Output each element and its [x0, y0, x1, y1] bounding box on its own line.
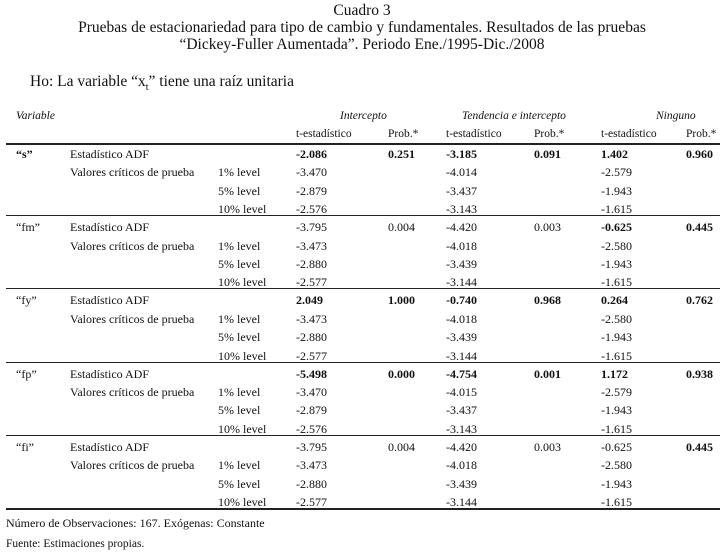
adf-value-t3: 1.402 [601, 147, 628, 161]
critical-values-label: Valores críticos de prueba [70, 385, 195, 399]
critical-value-tendencia: -3.439 [446, 257, 477, 271]
level-label: 1% level [218, 385, 261, 399]
critical-value-intercepto: -2.577 [296, 348, 327, 363]
critical-value-tendencia: -3.143 [446, 202, 477, 217]
level-label: 1% level [218, 238, 261, 253]
adf-value-p3: 0.445 [686, 439, 713, 454]
critical-value-tendencia: -4.018 [446, 458, 477, 473]
level-label: 5% level [218, 403, 261, 418]
variable-name: “fm” [16, 220, 40, 235]
group-divider [6, 288, 720, 289]
critical-value-intercepto: -2.880 [296, 476, 327, 491]
critical-value-intercepto: -2.880 [296, 330, 327, 345]
critical-value-intercepto: -3.470 [296, 165, 327, 180]
level-label: 1% level [218, 458, 261, 473]
adf-value-p1: 0.000 [388, 366, 415, 381]
critical-value-ninguno: -2.579 [601, 165, 632, 180]
adf-value-p3: 0.938 [686, 366, 713, 381]
critical-values-label: Valores críticos de prueba [70, 458, 195, 473]
adf-value-p2: 0.003 [534, 220, 561, 235]
critical-value-intercepto: -2.880 [296, 257, 327, 271]
level-label: 10% level [218, 275, 267, 290]
title-line-3: “Dickey-Fuller Aumentada”. Periodo Ene./1995-Dic./2008 [179, 36, 545, 53]
critical-value-intercepto: -2.879 [296, 403, 327, 418]
critical-values-label: Valores críticos de prueba [70, 238, 195, 253]
hypothesis-subscript: t [145, 82, 149, 94]
adf-value-p3: 0.762 [686, 293, 713, 308]
header-t-stat-2: t-estadístico [446, 128, 502, 140]
critical-value-ninguno: -1.943 [601, 330, 632, 345]
adf-value-t3: 0.264 [601, 293, 628, 308]
critical-value-tendencia: -4.015 [446, 385, 477, 399]
footnote-observations: Número de Observaciones: 167. Exógenas: Constante [6, 516, 265, 530]
header-intercepto: Intercepto [340, 110, 387, 122]
adf-value-p3: 0.445 [686, 220, 713, 235]
adf-value-t2: -4.420 [446, 220, 477, 235]
adf-value-p2: 0.968 [534, 293, 561, 308]
adf-value-t3: -0.625 [601, 439, 632, 454]
critical-values-label: Valores críticos de prueba [70, 311, 195, 326]
critical-value-intercepto: -3.473 [296, 458, 327, 473]
hypothesis-prefix: Ho: La variable “x [30, 73, 146, 90]
critical-value-tendencia: -4.018 [446, 311, 477, 326]
critical-value-intercepto: -2.879 [296, 183, 327, 198]
critical-value-tendencia: -3.143 [446, 421, 477, 436]
adf-value-p3: 0.960 [686, 147, 713, 161]
adf-value-p1: 0.004 [388, 220, 415, 235]
adf-value-p2: 0.001 [534, 366, 561, 381]
adf-value-p1: 0.004 [388, 439, 415, 454]
variable-name: “fi” [16, 439, 34, 454]
adf-label: Estadístico ADF [70, 220, 150, 235]
critical-value-ninguno: -1.615 [601, 348, 632, 363]
critical-value-intercepto: -2.576 [296, 202, 327, 217]
adf-label: Estadístico ADF [70, 366, 150, 381]
header-variable: Variable [16, 110, 55, 122]
adf-value-t1: -2.086 [296, 147, 327, 161]
level-label: 10% level [218, 348, 267, 363]
null-hypothesis [30, 73, 294, 93]
variable-name: “fp” [16, 366, 37, 381]
critical-value-tendencia: -3.439 [446, 476, 477, 491]
critical-value-intercepto: -2.577 [296, 275, 327, 290]
level-label: 1% level [218, 311, 261, 326]
adf-value-t1: -5.498 [296, 366, 327, 381]
level-label: 5% level [218, 476, 261, 491]
critical-value-ninguno: -1.615 [601, 275, 632, 290]
critical-value-ninguno: -2.580 [601, 458, 632, 473]
adf-value-t2: -4.420 [446, 439, 477, 454]
header-prob-3: Prob.* [686, 128, 717, 140]
critical-value-ninguno: -1.615 [601, 421, 632, 436]
group-divider [6, 508, 720, 510]
adf-value-p1: 1.000 [388, 293, 415, 308]
header-t-stat-1: t-estadístico [296, 128, 352, 140]
adf-value-p2: 0.003 [534, 439, 561, 454]
header-ninguno: Ninguno [656, 110, 696, 122]
header-prob-2: Prob.* [534, 128, 565, 140]
hypothesis-suffix: ” tiene una raíz unitaria [148, 73, 294, 90]
adf-value-t2: -0.740 [446, 293, 477, 308]
adf-value-t3: 1.172 [601, 366, 628, 381]
adf-value-t2: -3.185 [446, 147, 477, 161]
critical-value-intercepto: -2.577 [296, 495, 327, 509]
adf-label: Estadístico ADF [70, 293, 150, 308]
footnote-source: Fuente: Estimaciones propias. [6, 538, 145, 550]
group-divider [6, 215, 720, 216]
level-label: 10% level [218, 202, 267, 217]
critical-value-ninguno: -1.943 [601, 403, 632, 418]
critical-value-ninguno: -2.580 [601, 238, 632, 253]
level-label: 10% level [218, 495, 267, 509]
level-label: 5% level [218, 330, 261, 345]
group-divider [6, 435, 720, 436]
critical-value-ninguno: -1.943 [601, 476, 632, 491]
critical-value-tendencia: -3.439 [446, 330, 477, 345]
adf-value-t1: 2.049 [296, 293, 323, 308]
critical-value-intercepto: -3.470 [296, 385, 327, 399]
title-line-1: Cuadro 3 [333, 2, 391, 19]
variable-name: “fy” [16, 293, 37, 308]
critical-value-ninguno: -1.943 [601, 257, 632, 271]
critical-value-ninguno: -2.579 [601, 385, 632, 399]
critical-value-ninguno: -1.615 [601, 202, 632, 217]
critical-value-intercepto: -3.473 [296, 238, 327, 253]
table-title [0, 2, 724, 53]
critical-value-tendencia: -3.437 [446, 403, 477, 418]
header-tendencia: Tendencia e intercepto [462, 110, 566, 122]
adf-value-t2: -4.754 [446, 366, 477, 381]
header-rule [6, 143, 720, 145]
critical-value-ninguno: -1.943 [601, 183, 632, 198]
header-t-stat-3: t-estadístico [601, 128, 657, 140]
variable-name: “s” [16, 147, 33, 161]
critical-value-intercepto: -2.576 [296, 421, 327, 436]
adf-label: Estadístico ADF [70, 147, 150, 161]
adf-value-p2: 0.091 [534, 147, 561, 161]
title-line-2: Pruebas de estacionariedad para tipo de cambio y fundamentales. Resultados de las pruebas [78, 19, 646, 36]
adf-value-t3: -0.625 [601, 220, 632, 235]
level-label: 5% level [218, 183, 261, 198]
critical-values-label: Valores críticos de prueba [70, 165, 195, 180]
critical-value-tendencia: -3.144 [446, 275, 477, 290]
critical-value-tendencia: -4.018 [446, 238, 477, 253]
critical-value-tendencia: -3.144 [446, 495, 477, 509]
level-label: 5% level [218, 257, 261, 271]
critical-value-tendencia: -4.014 [446, 165, 477, 180]
critical-value-intercepto: -3.473 [296, 311, 327, 326]
level-label: 1% level [218, 165, 261, 180]
critical-value-tendencia: -3.144 [446, 348, 477, 363]
adf-label: Estadístico ADF [70, 439, 150, 454]
critical-value-ninguno: -2.580 [601, 311, 632, 326]
adf-value-t1: -3.795 [296, 220, 327, 235]
adf-value-p1: 0.251 [388, 147, 415, 161]
header-prob-1: Prob.* [388, 128, 419, 140]
level-label: 10% level [218, 421, 267, 436]
adf-value-t1: -3.795 [296, 439, 327, 454]
group-divider [6, 362, 720, 363]
critical-value-ninguno: -1.615 [601, 495, 632, 509]
critical-value-tendencia: -3.437 [446, 183, 477, 198]
